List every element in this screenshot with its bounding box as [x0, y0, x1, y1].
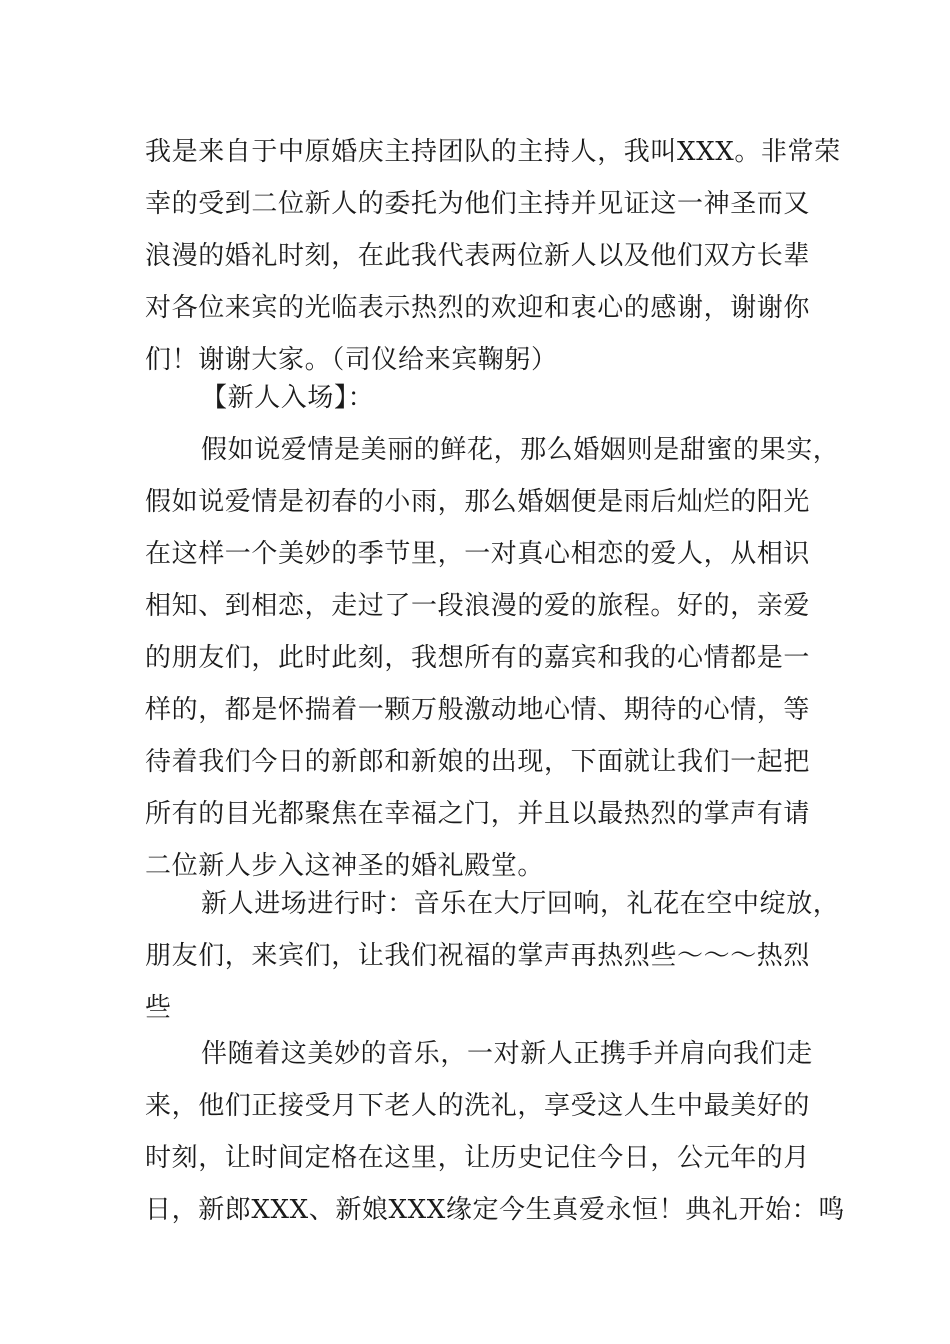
- paragraph-entrance-music: [145, 878, 840, 1034]
- paragraph-line: 二位新人步入这神圣的婚礼殿堂。: [145, 851, 545, 881]
- paragraph-line: 的朋友们，此时此刻，我想所有的嘉宾和我的心情都是一: [145, 643, 811, 673]
- paragraph-line: 日，新郎XXX、新娘XXX缘定今生真爱永恒！典礼开始：鸣: [145, 1195, 845, 1225]
- section-heading-entrance: [145, 372, 825, 424]
- paragraph-line: 伴随着这美妙的音乐，一对新人正携手并肩向我们走: [201, 1039, 813, 1069]
- paragraph-line: 幸的受到二位新人的委托为他们主持并见证这一神圣而又: [145, 189, 811, 219]
- paragraph-line: 假如说爱情是初春的小雨，那么婚姻便是雨后灿烂的阳光: [145, 487, 811, 517]
- paragraph-line: 假如说爱情是美丽的鲜花，那么婚姻则是甜蜜的果实，: [201, 435, 840, 465]
- section-heading: 【新人入场】：: [201, 383, 375, 413]
- paragraph-line: 浪漫的婚礼时刻，在此我代表两位新人以及他们双方长辈: [145, 241, 811, 271]
- paragraph-line: 对各位来宾的光临表示热烈的欢迎和衷心的感谢，谢谢你: [145, 293, 811, 323]
- paragraph-line: 们！谢谢大家。（司仪给来宾鞠躬）: [145, 345, 558, 375]
- paragraph-line: 所有的目光都聚焦在幸福之门，并且以最热烈的掌声有请: [145, 799, 811, 829]
- paragraph-love-metaphor: [145, 424, 840, 892]
- paragraph-line: 样的，都是怀揣着一颗万般激动地心情、期待的心情，等: [145, 695, 811, 725]
- paragraph-line: 些: [145, 993, 172, 1023]
- paragraph-line: 来，他们正接受月下老人的洗礼，享受这人生中最美好的: [145, 1091, 811, 1121]
- paragraph-ceremony-start: [145, 1028, 845, 1236]
- paragraph-line: 我是来自于中原婚庆主持团队的主持人，我叫XXX。非常荣: [145, 137, 841, 167]
- paragraph-line: 在这样一个美妙的季节里，一对真心相恋的爱人，从相识: [145, 539, 811, 569]
- paragraph-line: 相知、到相恋，走过了一段浪漫的爱的旅程。好的，亲爱: [145, 591, 811, 621]
- paragraph-line: 朋友们，来宾们，让我们祝福的掌声再热烈些～～～热烈: [145, 941, 811, 971]
- paragraph-line: 待着我们今日的新郎和新娘的出现，下面就让我们一起把: [145, 747, 811, 777]
- paragraph-line: 新人进场进行时：音乐在大厅回响，礼花在空中绽放，: [201, 889, 840, 919]
- paragraph-line: 时刻，让时间定格在这里，让历史记住今日，公元年的月: [145, 1143, 811, 1173]
- paragraph-host-intro: [145, 126, 841, 386]
